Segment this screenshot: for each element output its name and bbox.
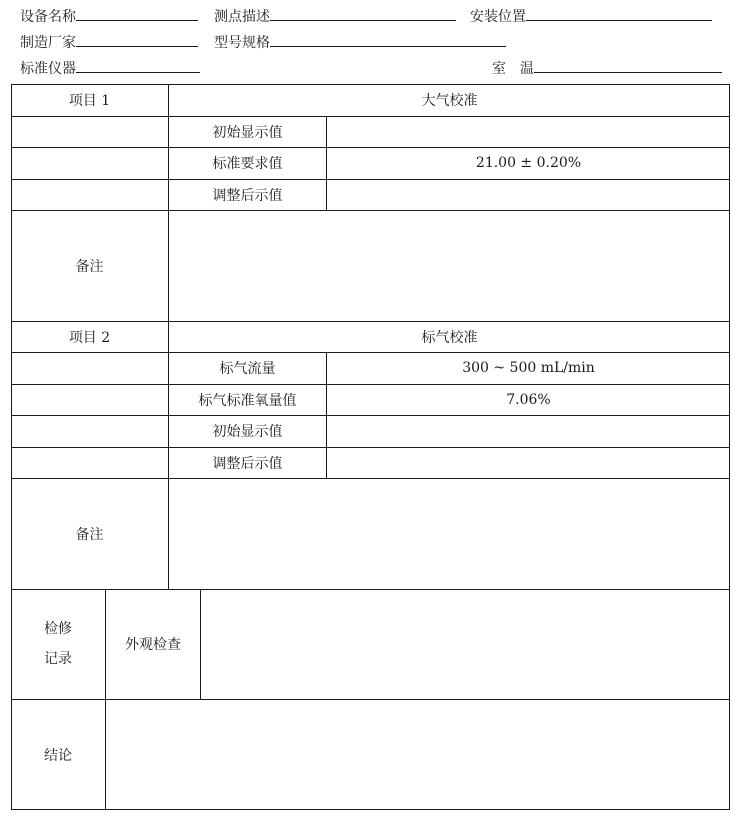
standard-instrument-field[interactable] <box>20 58 200 78</box>
appearance-check-field[interactable] <box>201 589 730 699</box>
repair-record-line1: 检修 <box>44 621 72 637</box>
item2-title: 标气校准 <box>421 329 478 346</box>
appearance-check-label: 外观检查 <box>125 637 181 653</box>
equipment-name-label: 设备名称 <box>20 9 76 25</box>
item1-remark-field[interactable] <box>169 210 730 321</box>
install-location-label: 安装位置 <box>470 9 526 25</box>
item1-row2-value[interactable]: 21.00 ± 0.20% <box>475 155 582 171</box>
item1-title: 大气校准 <box>421 93 478 109</box>
item2-row3-name: 初始显示值 <box>212 424 283 440</box>
item2-row2-name: 标气标准氧量值 <box>198 392 297 409</box>
item2-label: 项目 2 <box>68 329 111 346</box>
equipment-name-field[interactable] <box>20 6 198 26</box>
item2-row1-value[interactable]: 300 ~ 500 mL/min <box>462 360 595 376</box>
standard-instrument-label: 标准仪器 <box>20 61 76 77</box>
item2-row3-blank[interactable] <box>11 415 168 447</box>
item1-row2-name: 标准要求值 <box>212 156 283 172</box>
repair-record-label <box>11 589 105 699</box>
item1-row1-blank[interactable] <box>11 116 168 147</box>
form-header <box>0 0 748 84</box>
item1-row2-blank[interactable] <box>11 147 168 179</box>
item2-row2-blank[interactable] <box>11 384 168 415</box>
point-desc-label: 测点描述 <box>214 9 270 25</box>
point-desc-field[interactable] <box>214 6 456 26</box>
item2-row1-blank[interactable] <box>11 352 168 384</box>
item1-row3-blank[interactable] <box>11 179 168 210</box>
item2-row4-name: 调整后示值 <box>212 455 283 472</box>
item1-row1-value[interactable] <box>327 116 730 147</box>
model-spec-label: 型号规格 <box>214 35 270 51</box>
room-temp-field[interactable] <box>492 58 722 78</box>
model-spec-field[interactable] <box>214 32 506 52</box>
item1-remark-label: 备注 <box>75 258 104 275</box>
item2-row4-blank[interactable] <box>11 447 168 478</box>
item1-row3-value[interactable] <box>327 179 730 210</box>
manufacturer-field[interactable] <box>20 32 198 52</box>
item2-row1-name: 标气流量 <box>219 361 276 377</box>
room-temp-label-a: 室 <box>492 61 506 77</box>
item1-row1-name: 初始显示值 <box>212 124 283 141</box>
item2-row4-value[interactable] <box>327 447 730 478</box>
item2-row2-value[interactable]: 7.06% <box>506 391 551 408</box>
install-location-field[interactable] <box>470 6 712 26</box>
repair-record-line2: 记录 <box>44 651 72 667</box>
item1-label: 项目 1 <box>68 93 111 109</box>
item1-row3-name: 调整后示值 <box>212 187 283 204</box>
item2-remark-label: 备注 <box>75 526 104 543</box>
room-temp-label-b: 温 <box>520 61 534 77</box>
conclusion-field[interactable] <box>106 699 730 810</box>
item2-row3-value[interactable] <box>327 415 730 447</box>
item2-remark-field[interactable] <box>169 478 730 589</box>
conclusion-label: 结论 <box>44 747 72 764</box>
manufacturer-label: 制造厂家 <box>20 35 76 51</box>
